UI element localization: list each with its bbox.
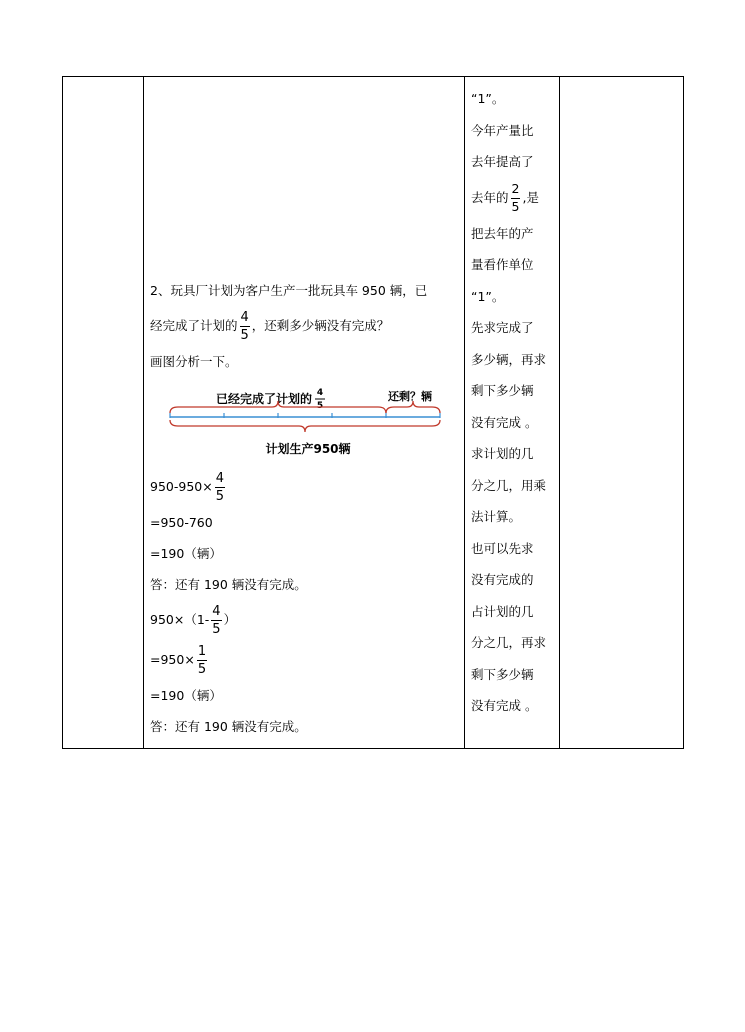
note-line: 没有完成的 — [471, 572, 534, 587]
solution2-answer: 答：还有 190 辆没有完成。 — [150, 718, 307, 734]
solution2-expr-post: ） — [223, 611, 237, 627]
note-line: 分之几，再求 — [471, 635, 547, 650]
note-line: 量看作单位 — [471, 257, 534, 272]
lesson-row — [63, 77, 684, 749]
note-line: 法计算。 — [471, 509, 522, 524]
empty-column — [63, 77, 144, 749]
done-brace — [170, 401, 386, 413]
fraction-denominator: 5 — [511, 198, 520, 214]
note-line: 分之几，用乘 — [471, 477, 547, 493]
solution2-step2-fraction — [197, 645, 207, 676]
done-fraction-den: 5 — [316, 400, 324, 411]
line-segment-diagram — [150, 377, 458, 467]
lesson-table — [62, 76, 684, 749]
note-fraction — [511, 183, 521, 213]
solution1-line-3: =190（辆） — [150, 545, 222, 561]
solution2-line-1 — [150, 600, 458, 640]
fraction-denominator: 5 — [197, 661, 207, 677]
fraction-numerator: 1 — [197, 643, 207, 659]
note-line: “1”。 — [471, 91, 505, 106]
solution2-step2-pre: =950× — [150, 651, 195, 667]
fraction-numerator: 4 — [215, 470, 224, 486]
solution1-line-2: =950-760 — [150, 514, 213, 530]
fraction-numerator: 4 — [212, 603, 221, 619]
solution1-fraction — [215, 472, 225, 503]
note-post: ,是 — [522, 189, 539, 205]
problem-line-2 — [150, 306, 458, 346]
note-line: 没有完成 。 — [471, 698, 538, 713]
fraction-denominator: 5 — [212, 621, 221, 637]
process-column — [144, 77, 465, 749]
solution2-fraction — [211, 605, 221, 636]
solution1-answer: 答：还有 190 辆没有完成。 — [150, 576, 307, 592]
problem-line-1: 2、玩具厂计划为客户生产一批玩具车 950 辆，已 — [150, 282, 428, 298]
note-line: 求计划的几 — [471, 446, 534, 461]
problem-fraction — [240, 311, 250, 342]
solution1-expr: 950-950× — [150, 478, 213, 494]
note-line: 没有完成 。 — [471, 414, 538, 430]
note-line: 剩下多少辆 — [471, 383, 534, 398]
fraction-numerator: 2 — [511, 183, 521, 199]
done-label: 已经完成了计划的 — [216, 391, 313, 406]
fraction-denominator: 5 — [215, 488, 224, 504]
problem-line-2-post: ，还剩多少辆没有完成？ — [251, 317, 390, 333]
total-label: 计划生产950辆 — [265, 441, 351, 456]
solution1-line-1 — [150, 467, 458, 507]
note-line: 占计划的几 — [471, 603, 534, 619]
note-line-fraction — [471, 178, 553, 218]
solution2-expr-pre: 950×（1- — [150, 611, 210, 627]
fraction-denominator: 5 — [240, 327, 249, 343]
note-pre: 去年的 — [471, 189, 509, 205]
diagram-svg — [166, 377, 448, 467]
empty-right-column — [560, 77, 684, 749]
total-brace — [170, 420, 440, 432]
bottom-brace — [170, 420, 440, 432]
teaching-notes — [465, 77, 559, 748]
fraction-numerator: 4 — [240, 309, 249, 325]
note-line: 多少辆，再求 — [471, 351, 547, 367]
done-fraction-num: 4 — [316, 387, 324, 398]
note-line: “1”。 — [471, 288, 505, 304]
solution2-line-2 — [150, 640, 458, 680]
note-line: 剩下多少辆 — [471, 666, 534, 682]
problem-line-2-pre: 经完成了计划的 — [150, 317, 238, 333]
instruction-line: 画图分析一下。 — [150, 353, 238, 369]
segment-line — [170, 413, 440, 418]
note-line: 去年提高了 — [471, 154, 534, 169]
note-line: 先求完成了 — [471, 320, 534, 335]
problem-content — [144, 275, 464, 748]
note-line: 今年产量比 — [471, 122, 534, 138]
note-line: 把去年的产 — [471, 225, 534, 241]
notes-column — [465, 77, 560, 749]
remain-label: 还剩？辆 — [388, 389, 432, 403]
solution2-line-3: =190（辆） — [150, 687, 222, 703]
note-line: 也可以先求 — [471, 540, 534, 556]
